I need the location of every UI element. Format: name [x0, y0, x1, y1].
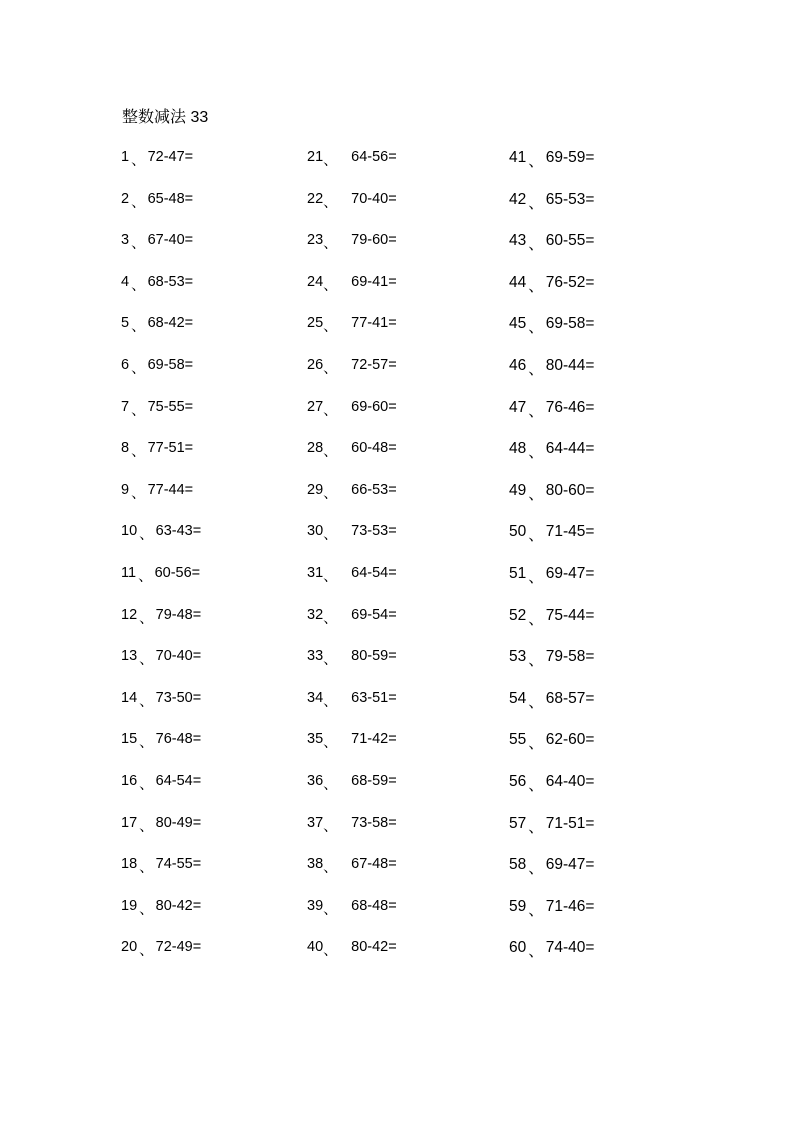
problem-expression: 74-40= — [545, 939, 595, 957]
problem-number: 15 — [121, 731, 138, 748]
problem-expression: 69-58= — [545, 315, 595, 333]
problem-row — [509, 399, 594, 441]
problem-separator: 、 — [323, 527, 338, 544]
problem-number: 42 — [509, 190, 527, 208]
problem-separator: 、 — [323, 652, 338, 669]
problem-separator: 、 — [323, 568, 338, 585]
problem-number: 33 — [307, 648, 324, 665]
problem-expression: 64-56= — [351, 149, 397, 165]
problem-separator: 、 — [323, 776, 338, 793]
problem-row — [509, 232, 594, 274]
problem-number: 11 — [121, 564, 137, 581]
problem-expression: 69-54= — [351, 606, 397, 623]
problem-expression: 71-46= — [545, 897, 595, 915]
problem-number: 1 — [121, 149, 130, 165]
problem-number: 3 — [121, 232, 130, 249]
problem-number: 4 — [121, 273, 130, 290]
problem-column-3 — [509, 149, 594, 981]
problem-number: 55 — [509, 731, 527, 749]
problem-number: 17 — [121, 814, 138, 831]
problem-number: 31 — [307, 564, 324, 581]
problem-expression: 64-44= — [545, 440, 595, 458]
problem-expression: 76-46= — [545, 398, 595, 416]
problem-expression: 70-40= — [155, 648, 202, 665]
problem-row — [121, 440, 201, 482]
problem-row — [509, 773, 594, 815]
problem-row — [307, 399, 397, 441]
problem-separator: 、 — [131, 444, 146, 461]
problem-separator: 、 — [528, 277, 544, 295]
problem-expression: 68-57= — [545, 689, 595, 707]
problem-number: 57 — [509, 814, 527, 832]
problem-row — [509, 482, 594, 524]
problem-number: 34 — [307, 689, 324, 706]
problem-separator: 、 — [323, 236, 338, 253]
problem-number: 56 — [509, 772, 527, 790]
problem-row — [509, 440, 594, 482]
problem-expression: 71-45= — [545, 523, 595, 541]
problem-row — [307, 939, 397, 981]
problem-row — [509, 898, 594, 940]
problem-row — [121, 607, 201, 649]
problem-number: 40 — [307, 939, 324, 956]
problem-separator: 、 — [323, 194, 338, 211]
problem-expression: 80-59= — [351, 648, 397, 665]
problem-separator: 、 — [323, 153, 338, 169]
problem-number: 36 — [307, 772, 324, 789]
problem-separator: 、 — [528, 776, 544, 794]
problem-separator: 、 — [139, 735, 154, 752]
problem-column-2 — [307, 149, 397, 981]
problem-number: 39 — [307, 897, 324, 914]
problem-row — [121, 274, 201, 316]
problem-expression: 60-48= — [351, 440, 397, 457]
problem-column-1 — [121, 149, 201, 981]
problem-row — [307, 898, 397, 940]
problem-row — [121, 191, 201, 233]
problem-row — [307, 856, 397, 898]
problem-expression: 69-60= — [351, 398, 397, 415]
problem-expression: 63-43= — [155, 523, 202, 540]
problem-row — [509, 149, 594, 191]
problem-expression: 64-54= — [351, 564, 397, 581]
problem-number: 50 — [509, 523, 527, 541]
problem-separator: 、 — [131, 277, 146, 294]
problem-separator: 、 — [528, 194, 544, 212]
problem-number: 37 — [307, 814, 324, 831]
problem-expression: 80-60= — [545, 481, 595, 499]
problem-separator: 、 — [131, 485, 146, 502]
problem-separator: 、 — [528, 901, 544, 919]
problem-separator: 、 — [131, 153, 146, 169]
problem-separator: 、 — [323, 319, 338, 336]
problem-separator: 、 — [139, 943, 154, 960]
problem-row — [307, 357, 397, 399]
problem-number: 32 — [307, 606, 324, 623]
problem-number: 22 — [307, 190, 324, 207]
problem-separator: 、 — [131, 194, 146, 211]
problem-number: 52 — [509, 606, 527, 624]
problem-separator: 、 — [528, 818, 544, 836]
problem-row — [307, 648, 397, 690]
problem-separator: 、 — [528, 735, 544, 753]
problem-separator: 、 — [323, 901, 338, 918]
problem-number: 20 — [121, 939, 138, 956]
problem-number: 10 — [121, 523, 138, 540]
problem-expression: 64-40= — [545, 772, 595, 790]
problem-separator: 、 — [131, 319, 146, 336]
problem-separator: 、 — [139, 652, 154, 669]
problem-expression: 60-55= — [545, 232, 595, 250]
problem-separator: 、 — [323, 485, 338, 502]
problem-separator: 、 — [528, 402, 544, 420]
problem-separator: 、 — [139, 610, 154, 627]
problem-number: 14 — [121, 689, 138, 706]
problem-row — [509, 565, 594, 607]
problem-expression: 69-47= — [545, 856, 595, 874]
problem-row — [509, 815, 594, 857]
problem-expression: 70-40= — [351, 190, 397, 207]
problem-number: 54 — [509, 689, 527, 707]
problem-expression: 66-53= — [351, 481, 397, 498]
problem-number: 2 — [121, 190, 130, 207]
problem-number: 16 — [121, 772, 138, 789]
problem-number: 51 — [509, 564, 527, 582]
problem-row — [121, 856, 201, 898]
problem-separator: 、 — [139, 776, 154, 793]
problem-separator: 、 — [528, 610, 544, 628]
problem-row — [307, 607, 397, 649]
problem-expression: 69-47= — [545, 564, 595, 582]
problem-expression: 73-53= — [351, 523, 397, 540]
problem-expression: 68-48= — [351, 897, 397, 914]
problem-expression: 80-42= — [155, 897, 202, 914]
problem-row — [509, 357, 594, 399]
problem-expression: 79-58= — [545, 648, 595, 666]
problem-expression: 80-42= — [351, 939, 397, 956]
problem-row — [307, 482, 397, 524]
problem-expression: 76-48= — [155, 731, 202, 748]
problem-row — [307, 440, 397, 482]
problem-row — [307, 232, 397, 274]
problem-row — [121, 731, 201, 773]
problem-separator: 、 — [323, 818, 338, 835]
problem-number: 47 — [509, 398, 527, 416]
problem-number: 26 — [307, 356, 324, 373]
problem-separator: 、 — [323, 693, 338, 710]
problem-expression: 71-42= — [351, 731, 397, 748]
problem-separator: 、 — [528, 860, 544, 878]
problem-row — [509, 939, 594, 981]
problem-row — [307, 274, 397, 316]
problem-expression: 65-53= — [545, 190, 595, 208]
problem-expression: 69-41= — [351, 273, 397, 290]
problem-number: 25 — [307, 315, 324, 332]
problem-expression: 79-48= — [155, 606, 202, 623]
problem-number: 58 — [509, 856, 527, 874]
problem-expression: 80-49= — [155, 814, 202, 831]
problem-row — [121, 898, 201, 940]
problem-expression: 79-60= — [351, 232, 397, 249]
problem-expression: 73-58= — [351, 814, 397, 831]
problem-row — [307, 815, 397, 857]
problem-number: 5 — [121, 315, 130, 332]
problem-row — [121, 482, 201, 524]
problem-expression: 80-44= — [545, 356, 595, 374]
page-title: 整数减法 33 — [122, 109, 209, 126]
problem-row — [509, 191, 594, 233]
problem-number: 48 — [509, 440, 527, 458]
problem-row — [307, 315, 397, 357]
problem-number: 43 — [509, 232, 527, 250]
problem-separator: 、 — [528, 693, 544, 711]
problem-number: 60 — [509, 939, 527, 957]
problem-separator: 、 — [528, 527, 544, 545]
problem-number: 28 — [307, 440, 324, 457]
problem-expression: 60-56= — [154, 564, 201, 581]
problem-expression: 77-44= — [147, 481, 194, 498]
problem-number: 21 — [307, 149, 324, 165]
problem-separator: 、 — [131, 360, 146, 377]
problem-row — [307, 773, 397, 815]
problem-expression: 77-41= — [351, 315, 397, 332]
problem-separator: 、 — [131, 236, 146, 253]
problem-row — [509, 690, 594, 732]
problem-row — [121, 815, 201, 857]
problem-row — [307, 523, 397, 565]
problem-row — [121, 690, 201, 732]
problem-number: 41 — [509, 149, 527, 166]
problem-separator: 、 — [528, 360, 544, 378]
problem-separator: 、 — [323, 444, 338, 461]
problem-row — [121, 523, 201, 565]
problem-number: 7 — [121, 398, 130, 415]
problem-row — [509, 731, 594, 773]
problem-row — [307, 191, 397, 233]
problem-row — [121, 357, 201, 399]
problem-number: 23 — [307, 232, 324, 249]
problem-separator: 、 — [528, 568, 544, 586]
problem-expression: 62-60= — [545, 731, 595, 749]
problem-expression: 77-51= — [147, 440, 194, 457]
problem-expression: 72-47= — [147, 149, 194, 165]
problem-number: 45 — [509, 315, 527, 333]
problem-row — [121, 149, 201, 191]
problem-row — [121, 232, 201, 274]
problem-expression: 63-51= — [351, 689, 397, 706]
problem-number: 8 — [121, 440, 130, 457]
problem-number: 13 — [121, 648, 138, 665]
problem-expression: 72-57= — [351, 356, 397, 373]
problem-row — [307, 565, 397, 607]
problem-number: 46 — [509, 356, 527, 374]
problem-expression: 68-42= — [147, 315, 194, 332]
problem-separator: 、 — [528, 485, 544, 503]
problem-number: 6 — [121, 356, 130, 373]
problem-number: 30 — [307, 523, 324, 540]
problem-expression: 72-49= — [155, 939, 202, 956]
problem-separator: 、 — [528, 652, 544, 670]
problem-expression: 68-59= — [351, 772, 397, 789]
problem-row — [121, 773, 201, 815]
problem-row — [509, 648, 594, 690]
problem-row — [307, 731, 397, 773]
problem-separator: 、 — [323, 360, 338, 377]
problem-expression: 71-51= — [545, 814, 595, 832]
problem-number: 35 — [307, 731, 324, 748]
problem-row — [121, 565, 201, 607]
problem-separator: 、 — [323, 277, 338, 294]
problem-separator: 、 — [139, 860, 154, 877]
problem-separator: 、 — [139, 693, 154, 710]
problem-separator: 、 — [131, 402, 146, 419]
problem-number: 59 — [509, 897, 527, 915]
problem-separator: 、 — [139, 901, 154, 918]
problem-separator: 、 — [323, 943, 338, 960]
problem-row — [509, 274, 594, 316]
problem-number: 9 — [121, 481, 130, 498]
problem-row — [121, 315, 201, 357]
problem-separator: 、 — [528, 319, 544, 337]
problem-separator: 、 — [323, 735, 338, 752]
problem-separator: 、 — [528, 444, 544, 462]
problem-number: 38 — [307, 856, 324, 873]
problem-separator: 、 — [138, 568, 153, 585]
problem-row — [509, 856, 594, 898]
problem-number: 24 — [307, 273, 324, 290]
problem-separator: 、 — [528, 943, 544, 961]
problem-number: 44 — [509, 273, 527, 291]
problem-number: 18 — [121, 856, 138, 873]
problem-row — [509, 523, 594, 565]
problem-number: 49 — [509, 481, 527, 499]
problem-expression: 76-52= — [545, 273, 595, 291]
problem-row — [121, 648, 201, 690]
problem-number: 53 — [509, 648, 527, 666]
problem-row — [307, 690, 397, 732]
problem-number: 19 — [121, 897, 138, 914]
problem-expression: 75-55= — [147, 398, 194, 415]
problem-separator: 、 — [139, 527, 154, 544]
problem-number: 29 — [307, 481, 324, 498]
problem-expression: 64-54= — [155, 772, 202, 789]
problem-number: 27 — [307, 398, 324, 415]
problem-expression: 73-50= — [155, 689, 202, 706]
problem-separator: 、 — [528, 236, 544, 254]
problem-expression: 69-58= — [147, 356, 194, 373]
problem-expression: 67-40= — [147, 232, 194, 249]
problem-expression: 69-59= — [545, 149, 595, 166]
problem-row — [121, 939, 201, 981]
problem-separator: 、 — [139, 818, 154, 835]
problem-row — [509, 607, 594, 649]
problem-expression: 75-44= — [545, 606, 595, 624]
problem-separator: 、 — [528, 153, 544, 170]
problem-expression: 65-48= — [147, 190, 194, 207]
problem-separator: 、 — [323, 860, 338, 877]
problem-separator: 、 — [323, 402, 338, 419]
problem-expression: 68-53= — [147, 273, 194, 290]
problem-number: 12 — [121, 606, 138, 623]
problem-row — [121, 399, 201, 441]
problem-separator: 、 — [323, 610, 338, 627]
problem-row — [509, 315, 594, 357]
problem-row — [307, 149, 397, 191]
problem-expression: 74-55= — [155, 856, 202, 873]
problem-expression: 67-48= — [351, 856, 397, 873]
